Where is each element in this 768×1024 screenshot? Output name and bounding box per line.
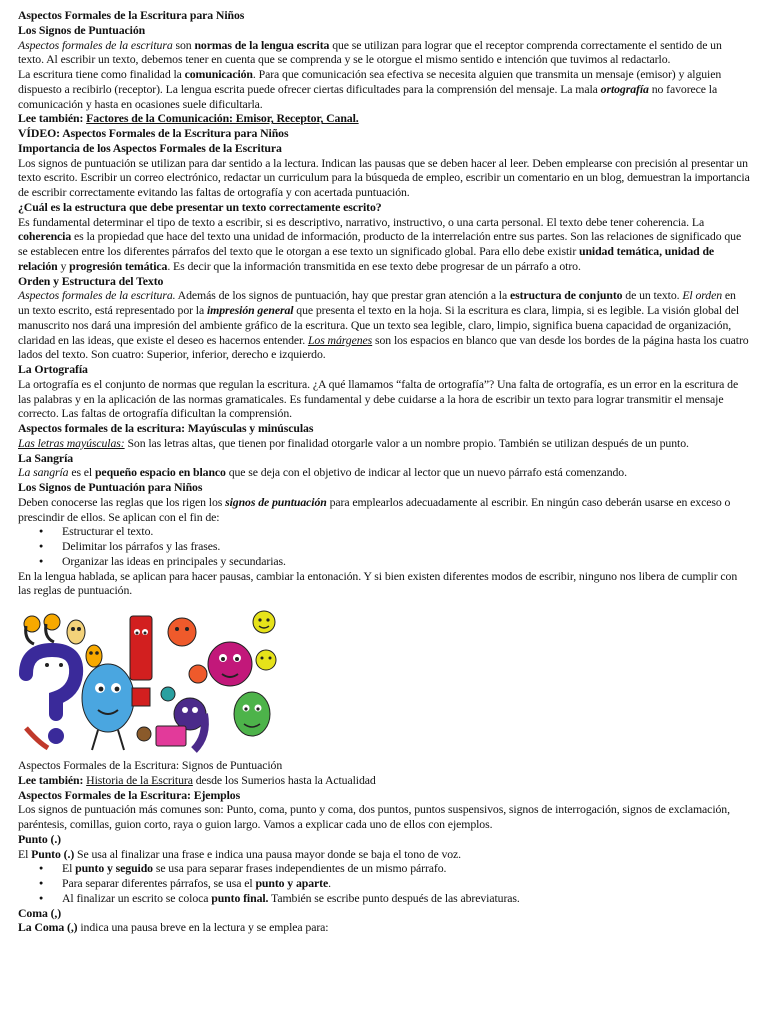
quote-marks-icon	[24, 614, 60, 644]
paragraph-lengua-hablada: En la lengua hablada, se aplican para hacer pausas, cambiar la entonación. Y si bien existen diferentes modos de escribir, ninguno nos libera de cumplir con las reglas de puntuación.	[18, 568, 738, 598]
paragraph-ortografia: La ortografía es el conjunto de normas que regulan la escritura. ¿A qué llamamos “falta de ortografía”? Una falta de ortografía, es un error en la escritura de las palabras y en la aplicación de las normas gramaticales. Es fundamental y debe cuidarse a la hora de escribir un texto para lograr transmitir el mensaje correcto. Las faltas de ortografía dificultan la comprensión.	[18, 376, 739, 421]
paragraph-orden: Aspectos formales de la escritura. Además de los signos de puntuación, hay que prestar gran atención a la estructura de conjunto de un texto. El orden en un texto escrito, está representado por la impresión general que presenta el texto en la hoja. Si la escritura es clara, limpia, si es legible. La visión global del manuscrito nos dará una impresión del ambiente gráfico de la escritura. Que un texto sea legible, claro, limpio, significa buena capacidad de organización, claridad en las ideas, que existe el deseo es hacernos entender. Los márgenes son los espacios en blanco que van desde los bordes de la página hasta los cuatro lados del texto. Son cuatro: Superior, inferior, derecho e izquierdo.	[18, 288, 749, 362]
list-item: ● Organizar las ideas en principales y secundarias.	[18, 554, 750, 569]
figure-caption: Aspectos Formales de la Escritura: Signos de Puntuación	[18, 758, 283, 772]
list-item: ● Para separar diferentes párrafos, se usa el punto y aparte.	[18, 876, 750, 891]
paragraph-mayusculas: Las letras mayúsculas: Son las letras altas, que tienen por finalidad otorgarle valor a un nombre propio. También se utilizan después de un punto.	[18, 435, 689, 450]
paragraph-intro: Aspectos formales de la escritura son normas de la lengua escrita que se utilizan para lograr que el receptor comprenda correctamente el sentido de un texto. Al escribir un texto, debemos tener en cuenta que se comprenda y se le otorgue el mismo sentido e intención que tuvimos al redactarlo.	[18, 37, 722, 67]
section-heading-signos-ninos: Los Signos de Puntuación para Niños	[18, 480, 203, 494]
video-heading: VÍDEO: Aspectos Formales de la Escritura para Niños	[18, 126, 289, 140]
punctuation-characters-illustration	[18, 602, 278, 754]
document-body	[18, 8, 750, 935]
paragraph-comunicacion: La escritura tiene como finalidad la comunicación. Para que comunicación sea efectiva se necesita alguien que transmita un mensaje (emisor) y alguien dispuesto a recibirlo (receptor). La lengua escrita puede ofrecer ciertas dificultades para la comprensión del mensaje. La mala ortografía no favorece la comunicación y hasta en ocasiones suele dificultarla.	[18, 67, 722, 111]
section-heading-signos: Los Signos de Puntuación	[18, 22, 146, 37]
section-heading-punto: Punto (.)	[18, 831, 62, 846]
section-heading-coma: Coma (,)	[18, 905, 62, 920]
list-item: ● El punto y seguido se usa para separar frases independientes de un mismo párrafo.	[18, 861, 750, 876]
paragraph-ejemplos: Los signos de puntuación más comunes son: Punto, coma, punto y coma, dos puntos, puntos suspensivos, signos de interrogación, signos de exclamación, paréntesis, comillas, guion corto, raya o guion largo. Vamos a explicar cada uno de ellos con ejemplos.	[18, 802, 730, 831]
list-item: ● Estructurar el texto.	[18, 524, 750, 539]
see-also-link-factores[interactable]: Factores de la Comunicación: Emisor, Receptor, Canal.	[86, 111, 359, 126]
paragraph-punto: El Punto (.) Se usa al finalizar una frase e indica una pausa mayor donde se baja el tono de voz.	[18, 846, 462, 861]
section-heading-ortografia: La Ortografía	[18, 362, 88, 376]
see-also-line-2: Lee también: Historia de la Escritura desde los Sumerios hasta la Actualidad	[18, 772, 376, 787]
see-also-link-historia[interactable]: Historia de la Escritura	[86, 772, 193, 787]
section-heading-orden: Orden y Estructura del Texto	[18, 273, 164, 288]
paragraph-estructura: Es fundamental determinar el tipo de texto a escribir, si es descriptivo, narrativo, instructivo, o una carta personal. El texto debe tener coherencia. La coherencia es la propiedad que hace del texto una unidad de información, producto de la interrelación entre sus partes. Son las relaciones de significado que se establecen entre los diferentes párrafos del texto que le otorgan a ese texto un significado global. Para ello debe existir unidad temática, unidad de relación y progresión temática. Es decir que la información transmitida en ese texto debe progresar de un párrafo a otro.	[18, 214, 742, 273]
paragraph-sangria: La sangría es el pequeño espacio en blanco que se deja con el objetivo de indicar al lector que un nuevo párrafo está comenzando.	[18, 465, 627, 480]
bullet-list-fines	[18, 524, 750, 568]
section-heading-importancia: Importancia de los Aspectos Formales de la Escritura	[18, 140, 282, 155]
section-heading-sangria: La Sangría	[18, 450, 74, 465]
see-also-line: Lee también: Factores de la Comunicación: Emisor, Receptor, Canal.	[18, 111, 359, 126]
green-comma-character-icon	[234, 692, 270, 736]
list-item: ● Delimitar los párrafos y las frases.	[18, 539, 750, 554]
paragraph-importancia: Los signos de puntuación se utilizan para dar sentido a la lectura. Indican las pausas que se deben hacer al leer. Deben emplearse con precisión al presentar un texto escrito. Escribir un correo electrónico, redactar un curriculum para la búsqueda de empleo, escribir un comentario en un blog, demuestran la importancia de escribir correctamente evitando las faltas de ortografía y con acertada puntuación.	[18, 155, 750, 199]
paragraph-reglas: Deben conocerse las reglas que los rigen los signos de puntuación para emplearlos adecuadamente al escribir. En ningún caso deberán usarse en exceso o prescindir de ellos. Se aplican con el fin de:	[18, 494, 731, 524]
smiley-character-icon	[253, 611, 276, 670]
exclamation-mark-character-icon	[130, 616, 152, 706]
dot-character-icon	[168, 618, 207, 683]
section-heading-mayusculas: Aspectos formales de la escritura: Mayúsculas y minúsculas	[18, 421, 314, 435]
parenthesis-character-icon	[82, 664, 134, 750]
paragraph-coma: La Coma (,) indica una pausa breve en la lectura y se emplea para:	[18, 920, 329, 935]
dash-character-icon	[156, 726, 186, 746]
question-mark-character-icon	[26, 650, 76, 748]
colon-character-icon	[208, 642, 252, 686]
page-title: Aspectos Formales de la Escritura para Niños	[18, 8, 245, 22]
section-heading-estructura: ¿Cuál es la estructura que debe presentar un texto correctamente escrito?	[18, 199, 382, 214]
section-heading-ejemplos: Aspectos Formales de la Escritura: Ejemplos	[18, 787, 241, 802]
bullet-list-punto	[18, 861, 750, 905]
list-item: ● Al finalizar un escrito se coloca punto final. También se escribe punto después de las abreviaturas.	[18, 891, 750, 906]
